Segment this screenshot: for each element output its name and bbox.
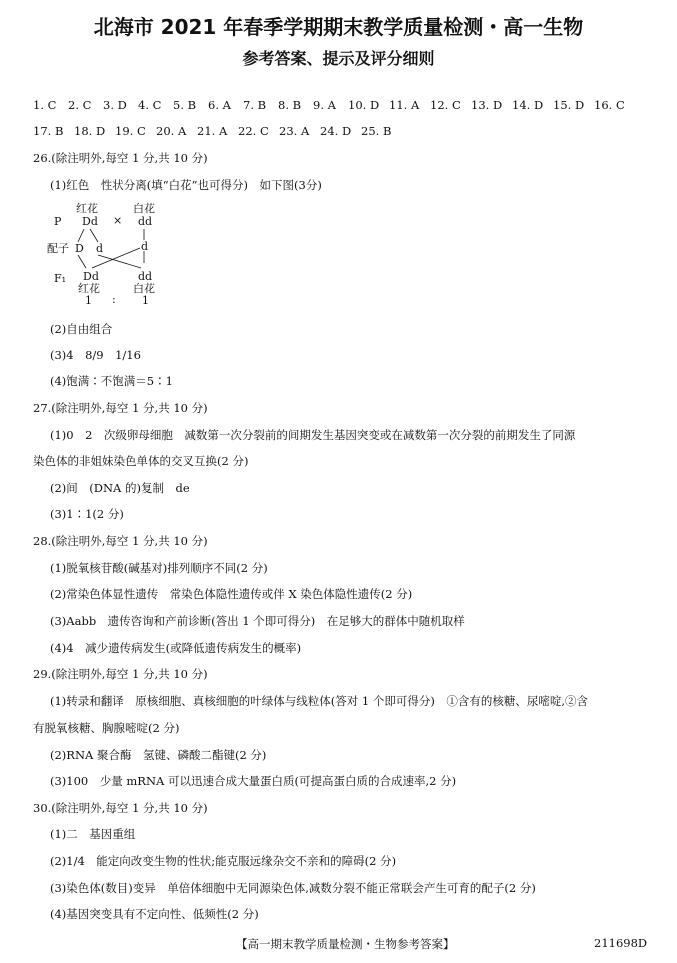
- page-title: 北海市 2021 年春季学期期末教学质量检测・高一生物: [93, 15, 584, 39]
- q29-answer-1: (1)转录和翻译 原核细胞、真核细胞的叶绿体与线粒体(答对 1 个即可得分) ①含有的核糖、尿嘧啶,②含: [50, 694, 589, 708]
- parent-1-genotype: Dd: [82, 215, 98, 228]
- choice-answer: 17. B: [33, 124, 64, 138]
- ratio-value-1: 1: [85, 294, 92, 307]
- q30-answer-4: (4)基因突变具有不定向性、低频性(2 分): [50, 907, 259, 921]
- offspring-1-phenotype: 红花: [78, 282, 100, 295]
- q26-answer-1: (1)红色 性状分离(填“白花”也可得分) 如下图(3分): [50, 178, 322, 192]
- q30-answer-3: (3)染色体(数目)变异 单倍体细胞中无同源染色体,减数分裂不能正常联会产生可育的配子(2 分): [50, 881, 536, 895]
- q30-heading: 30.(除注明外,每空 1 分,共 10 分): [33, 801, 208, 815]
- choice-answer: 18. D: [74, 124, 106, 138]
- ratio-value-2: 1: [142, 294, 149, 307]
- offspring-1-genotype: Dd: [83, 270, 99, 283]
- choice-answer: 25. B: [361, 124, 392, 138]
- parent-2-phenotype: 白花: [133, 202, 155, 215]
- choice-answer: 5. B: [173, 98, 197, 112]
- choice-answer: 14. D: [512, 98, 544, 112]
- choice-answer: 24. D: [320, 124, 352, 138]
- choice-answer: 7. B: [243, 98, 267, 112]
- choice-answer: 10. D: [348, 98, 380, 112]
- q26-answer-3: (3)4 8/9 1/16: [50, 348, 141, 362]
- q27-answer-1: (1)0 2 次级卵母细胞 减数第一次分裂前的间期发生基因突变或在减数第一次分裂的前期发生了同源: [50, 428, 576, 442]
- gamete-d-parent-1: d: [96, 242, 104, 255]
- choice-answer: 15. D: [553, 98, 585, 112]
- choice-answer: 6. A: [208, 98, 231, 112]
- gamete-label: 配子: [47, 242, 69, 255]
- choice-answer: 22. C: [238, 124, 269, 138]
- choice-answer: 3. D: [103, 98, 127, 112]
- q27-answer-1-continued: 染色体的非姐妹染色单体的交叉互换(2 分): [33, 454, 249, 468]
- q28-answer-2: (2)常染色体显性遗传 常染色体隐性遗传或伴 X 染色体隐性遗传(2 分): [50, 587, 413, 601]
- footer-label: 【高一期末教学质量检测・生物参考答案】: [236, 937, 455, 951]
- offspring-2-phenotype: 白花: [133, 282, 155, 295]
- choice-answers-row-1: [33, 98, 635, 112]
- choice-answer: 20. A: [156, 124, 187, 138]
- parental-generation-label: P: [54, 215, 62, 228]
- choice-answer: 8. B: [278, 98, 302, 112]
- choice-answer: 23. A: [279, 124, 310, 138]
- q30-answer-2: (2)1/4 能定向改变生物的性状;能克服远缘杂交不亲和的障碍(2 分): [50, 854, 397, 868]
- choice-answer: 19. C: [115, 124, 146, 138]
- choice-answer: 21. A: [197, 124, 228, 138]
- q29-answer-3: (3)100 少量 mRNA 可以迅速合成大量蛋白质(可提高蛋白质的合成速率,2 分): [50, 774, 457, 788]
- q26-answer-4: (4)饱满∶不饱满＝5∶1: [50, 374, 173, 388]
- f1-label: F₁: [54, 272, 67, 285]
- choice-answer: 9. A: [313, 98, 336, 112]
- q28-answer-1: (1)脱氧核苷酸(碱基对)排列顺序不同(2 分): [50, 561, 268, 575]
- offspring-2-genotype: dd: [138, 270, 153, 283]
- q29-heading: 29.(除注明外,每空 1 分,共 10 分): [33, 667, 208, 681]
- choice-answer: 2. C: [68, 98, 92, 112]
- q26-heading: 26.(除注明外,每空 1 分,共 10 分): [33, 151, 208, 165]
- q29-answer-1-continued: 有脱氧核糖、胸腺嘧啶(2 分): [33, 721, 180, 735]
- choice-answer: 12. C: [430, 98, 461, 112]
- q27-answer-3: (3)1∶1(2 分): [50, 507, 124, 521]
- choice-answer: 13. D: [471, 98, 503, 112]
- q28-answer-3: (3)Aabb 遗传咨询和产前诊断(答出 1 个即可得分) 在足够大的群体中随机取样: [50, 614, 465, 628]
- q30-answer-1: (1)二 基因重组: [50, 827, 136, 841]
- parent-1-phenotype: 红花: [76, 202, 98, 215]
- q28-answer-4: (4)4 减少遗传病发生(或降低遗传病发生的概率): [50, 641, 302, 655]
- gamete-d-parent-2: d: [141, 240, 149, 253]
- parent-2-genotype: dd: [138, 215, 153, 228]
- choice-answers-row-2: [33, 124, 402, 138]
- q27-answer-2: (2)间 (DNA 的)复制 de: [50, 481, 190, 495]
- q27-heading: 27.(除注明外,每空 1 分,共 10 分): [33, 401, 208, 415]
- gamete-D: D: [75, 242, 84, 255]
- page-subtitle: 参考答案、提示及评分细则: [242, 49, 435, 68]
- q29-answer-2: (2)RNA 聚合酶 氢键、磷酸二酯键(2 分): [50, 748, 267, 762]
- q28-heading: 28.(除注明外,每空 1 分,共 10 分): [33, 534, 208, 548]
- genetic-cross-diagram: [40, 200, 180, 308]
- ratio-separator: :: [112, 293, 116, 306]
- q26-answer-2: (2)自由组合: [50, 322, 113, 336]
- choice-answer: 16. C: [594, 98, 625, 112]
- choice-answer: 11. A: [389, 98, 420, 112]
- choice-answer: 4. C: [138, 98, 162, 112]
- footer-code: 211698D: [594, 936, 648, 950]
- choice-answer: 1. C: [33, 98, 57, 112]
- cross-arrows: [78, 229, 144, 268]
- cross-symbol: ×: [113, 214, 123, 227]
